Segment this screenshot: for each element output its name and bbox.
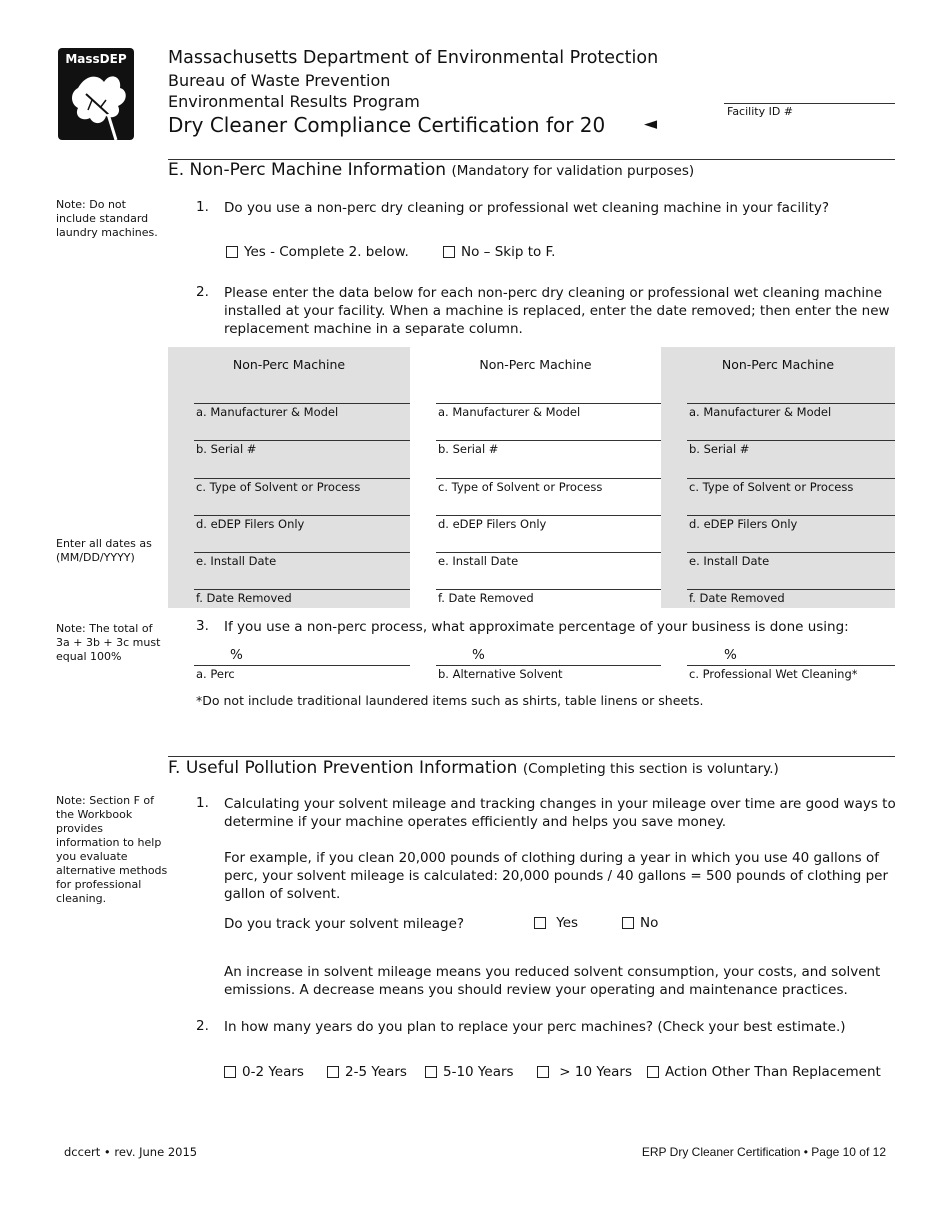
note-section-f: Note: Section F of the Workbook provides information to help you evaluate alternative methods for professional cleaning. bbox=[56, 794, 168, 905]
serial-field[interactable] bbox=[194, 440, 410, 456]
f-q2-number: 2. bbox=[196, 1018, 209, 1034]
field-label: e. Install Date bbox=[438, 554, 519, 568]
edep-field[interactable] bbox=[194, 515, 410, 531]
field-label: d. eDEP Filers Only bbox=[438, 517, 547, 531]
checkbox[interactable] bbox=[537, 1066, 549, 1078]
f-q1-number: 1. bbox=[196, 795, 209, 811]
date-removed-field[interactable] bbox=[194, 589, 410, 605]
pct-alt-solvent-field[interactable] bbox=[436, 665, 661, 666]
f-q1-example: For example, if you clean 20,000 pounds of clothing during a year in which you use 40 gallons of perc, your solvent mileage is calculated: 20,000 pounds / 40 gallons = 500 pounds of clothing per gallon of solvent. bbox=[224, 850, 889, 902]
massdep-logo bbox=[58, 48, 134, 142]
checkbox[interactable] bbox=[534, 917, 546, 929]
section-f-title: F. Useful Pollution Prevention Information bbox=[168, 758, 518, 778]
install-date-field[interactable] bbox=[194, 552, 410, 568]
checkbox[interactable] bbox=[327, 1066, 339, 1078]
field-label: a. Manufacturer & Model bbox=[438, 405, 581, 419]
track-yes-option[interactable] bbox=[534, 915, 578, 931]
field-label: c. Type of Solvent or Process bbox=[196, 480, 361, 494]
edep-field[interactable] bbox=[687, 515, 895, 531]
agency-name: Massachusetts Department of Environmental Protection bbox=[168, 48, 659, 68]
e-q1-no-label: No – Skip to F. bbox=[461, 244, 556, 260]
section-f-heading bbox=[168, 758, 779, 778]
field-label: f. Date Removed bbox=[689, 591, 785, 605]
e-q2-number: 2. bbox=[196, 284, 209, 300]
field-label: b. Serial # bbox=[438, 442, 499, 456]
e-q1-text: Do you use a non-perc dry cleaning or professional wet cleaning machine in your facility? bbox=[224, 200, 830, 216]
years-2-5-option[interactable] bbox=[327, 1064, 407, 1080]
install-date-field[interactable] bbox=[436, 552, 661, 568]
years-2-5-label: 2-5 Years bbox=[345, 1064, 407, 1080]
track-no-label: No bbox=[640, 915, 659, 931]
e-q1-number: 1. bbox=[196, 199, 209, 215]
checkbox[interactable] bbox=[443, 246, 455, 258]
field-label: c. Type of Solvent or Process bbox=[438, 480, 603, 494]
field-label: b. Serial # bbox=[196, 442, 257, 456]
track-mileage-question: Do you track your solvent mileage? bbox=[224, 916, 465, 932]
checkbox[interactable] bbox=[224, 1066, 236, 1078]
years-5-10-option[interactable] bbox=[425, 1064, 514, 1080]
years-0-2-option[interactable] bbox=[224, 1064, 304, 1080]
footer-page: ERP Dry Cleaner Certification • Page 10 of 12 bbox=[641, 1145, 886, 1159]
manufacturer-field[interactable] bbox=[687, 403, 895, 419]
checkbox[interactable] bbox=[647, 1066, 659, 1078]
e-footnote: *Do not include traditional laundered items such as shirts, table linens or sheets. bbox=[196, 693, 704, 708]
field-label: a. Manufacturer & Model bbox=[689, 405, 832, 419]
footer-revision: dccert • rev. June 2015 bbox=[64, 1145, 198, 1159]
serial-field[interactable] bbox=[687, 440, 895, 456]
field-label: f. Date Removed bbox=[196, 591, 292, 605]
install-date-field[interactable] bbox=[687, 552, 895, 568]
machine-column-title: Non-Perc Machine bbox=[232, 357, 346, 372]
e-q2-text: Please enter the data below for each non-perc dry cleaning or professional wet cleaning machine installed at your facility. When a machine is replaced, enter the date removed; then enter the new replacement machine in a separate column. bbox=[224, 285, 890, 337]
date-removed-field[interactable] bbox=[687, 589, 895, 605]
solvent-type-field[interactable] bbox=[687, 478, 895, 494]
machine-column-title: Non-Perc Machine bbox=[721, 357, 835, 372]
track-no-option[interactable] bbox=[622, 915, 658, 931]
checkbox[interactable] bbox=[425, 1066, 437, 1078]
years-10-plus-option[interactable] bbox=[537, 1064, 632, 1080]
f-q2-text: In how many years do you plan to replace your perc machines? (Check your best estimate.) bbox=[224, 1019, 846, 1035]
pct-symbol-a: % bbox=[230, 647, 243, 663]
section-e-subtitle: (Mandatory for validation purposes) bbox=[451, 163, 695, 179]
form-title: Dry Cleaner Compliance Certification for 20 bbox=[168, 113, 606, 137]
machine-column-2 bbox=[410, 347, 661, 608]
pct-label-wet: c. Professional Wet Cleaning* bbox=[689, 667, 858, 681]
checkbox[interactable] bbox=[226, 246, 238, 258]
machine-column-3 bbox=[661, 347, 895, 608]
e-q1-yes-option[interactable] bbox=[226, 244, 409, 260]
f-increase-text: An increase in solvent mileage means you reduced solvent consumption, your costs, and solvent emissions. A decrease means you should review your operating and maintenance practices. bbox=[224, 964, 881, 998]
years-0-2-label: 0-2 Years bbox=[242, 1064, 304, 1080]
manufacturer-field[interactable] bbox=[436, 403, 661, 419]
years-10-plus-label: > 10 Years bbox=[559, 1064, 632, 1080]
field-label: f. Date Removed bbox=[438, 591, 534, 605]
manufacturer-field[interactable] bbox=[194, 403, 410, 419]
e-q1-yes-label: Yes - Complete 2. below. bbox=[244, 244, 409, 260]
facility-id-label: Facility ID # bbox=[727, 105, 794, 118]
f-q1-text: Calculating your solvent mileage and tracking changes in your mileage over time are good ways to determine if your machine operates efficiently and helps you save money. bbox=[224, 796, 896, 830]
bureau-name: Bureau of Waste Prevention bbox=[168, 71, 391, 90]
pct-wet-cleaning-field[interactable] bbox=[687, 665, 895, 666]
field-label: c. Type of Solvent or Process bbox=[689, 480, 854, 494]
field-label: e. Install Date bbox=[196, 554, 277, 568]
section-e-heading bbox=[168, 160, 694, 180]
field-label: d. eDEP Filers Only bbox=[196, 517, 305, 531]
edep-field[interactable] bbox=[436, 515, 661, 531]
pct-symbol-c: % bbox=[724, 647, 737, 663]
machine-column-1 bbox=[168, 347, 410, 608]
other-action-option[interactable] bbox=[647, 1064, 881, 1080]
section-e-title: E. Non-Perc Machine Information bbox=[168, 160, 447, 180]
field-label: e. Install Date bbox=[689, 554, 770, 568]
years-5-10-label: 5-10 Years bbox=[443, 1064, 514, 1080]
e-q1-no-option[interactable] bbox=[443, 244, 555, 260]
solvent-type-field[interactable] bbox=[436, 478, 661, 494]
other-action-label: Action Other Than Replacement bbox=[665, 1064, 881, 1080]
checkbox[interactable] bbox=[622, 917, 634, 929]
e-q3-number: 3. bbox=[196, 618, 209, 634]
e-q3-text: If you use a non-perc process, what approximate percentage of your business is done using: bbox=[224, 619, 849, 635]
field-label: b. Serial # bbox=[689, 442, 750, 456]
track-yes-label: Yes bbox=[556, 915, 579, 931]
note-total: Note: The total of 3a + 3b + 3c must equal 100% bbox=[56, 622, 161, 663]
solvent-type-field[interactable] bbox=[194, 478, 410, 494]
note-dates: Enter all dates as (MM/DD/YYYY) bbox=[56, 537, 152, 564]
program-name: Environmental Results Program bbox=[168, 92, 420, 111]
logo-text: MassDEP bbox=[65, 52, 127, 66]
pct-label-alt: b. Alternative Solvent bbox=[438, 667, 563, 681]
facility-id-field[interactable] bbox=[724, 103, 895, 104]
machine-column-title: Non-Perc Machine bbox=[479, 357, 592, 372]
date-removed-field[interactable] bbox=[436, 589, 661, 605]
note-laundry: Note: Do not include standard laundry machines. bbox=[56, 198, 158, 239]
pct-perc-field[interactable] bbox=[194, 665, 410, 666]
field-label: d. eDEP Filers Only bbox=[689, 517, 798, 531]
pct-label-perc: a. Perc bbox=[196, 667, 235, 681]
arrow-left-icon: ◄ bbox=[644, 114, 658, 134]
section-f-rule bbox=[168, 756, 895, 757]
pct-symbol-b: % bbox=[472, 647, 485, 663]
field-label: a. Manufacturer & Model bbox=[196, 405, 339, 419]
serial-field[interactable] bbox=[436, 440, 661, 456]
section-f-subtitle: (Completing this section is voluntary.) bbox=[522, 761, 779, 777]
